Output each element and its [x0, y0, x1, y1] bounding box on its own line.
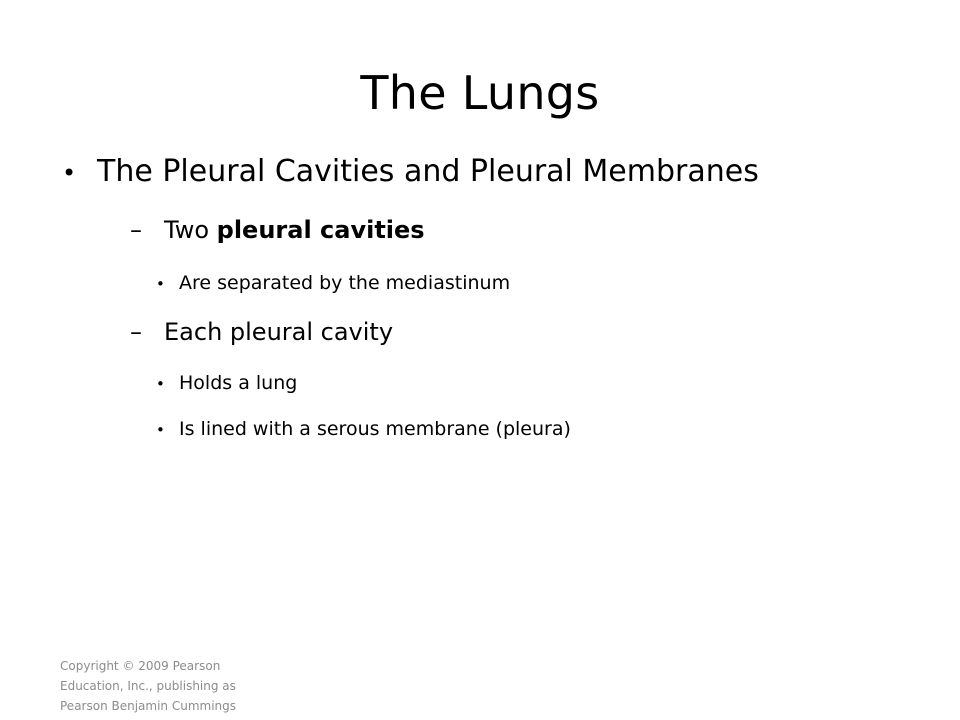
sub-sub-bullet-serous-membrane — [156, 418, 571, 440]
sub-bullet-text-bold: pleural cavities — [216, 216, 425, 244]
bullet-dot-icon: • — [156, 421, 165, 439]
sub-sub-bullet-mediastinum — [156, 272, 510, 294]
bullet-level-1 — [62, 154, 759, 189]
sub-bullet-each-pleural-cavity — [130, 318, 393, 346]
copyright-footer: Copyright © 2009 Pearson Education, Inc., publishing as Pearson Benjamin Cummings — [60, 659, 237, 713]
bullet-dot-icon: • — [62, 159, 77, 187]
sub-sub-bullet-text: Are separated by the mediastinum — [179, 272, 511, 294]
bullet-text: The Pleural Cavities and Pleural Membranes — [97, 154, 759, 189]
sub-bullet-text-prefix: Two — [164, 216, 217, 244]
sub-sub-bullet-text: Is lined with a serous membrane (pleura) — [179, 418, 571, 440]
sub-bullet-two-pleural-cavities — [130, 216, 425, 244]
dash-icon: – — [130, 216, 142, 244]
bullet-dot-icon: • — [156, 375, 165, 393]
sub-sub-bullet-holds-lung — [156, 372, 297, 394]
sub-bullet-text: Each pleural cavity — [164, 318, 394, 346]
slide-title: The Lungs — [360, 66, 600, 120]
sub-sub-bullet-text: Holds a lung — [179, 372, 298, 394]
bullet-dot-icon: • — [156, 275, 165, 293]
dash-icon: – — [130, 318, 142, 346]
